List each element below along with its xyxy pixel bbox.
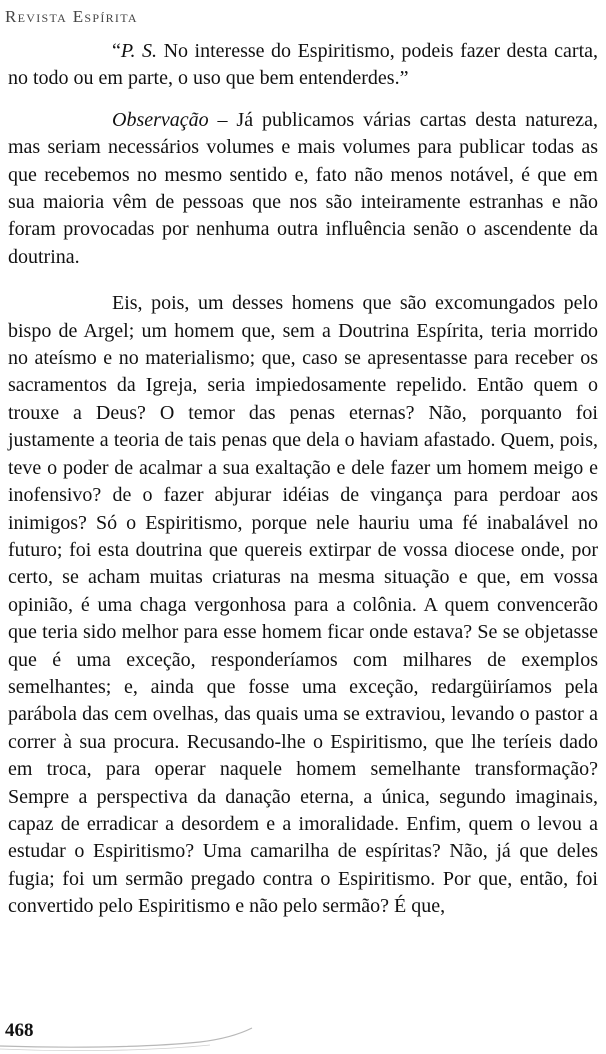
paragraph-observation bbox=[8, 107, 598, 271]
footer-swash-decoration bbox=[0, 1018, 260, 1054]
paragraph-main: Eis, pois, um desses homens que são excomungados pelo bispo de Argel; um homem que, sem a Doutrina Espírita, teria morrido no ateísmo e no materialismo; que, caso se apresentasse para receber os sacramentos da Igreja, seria impiedosamente repelido. Então quem o trouxe a Deus? O temor das penas eternas? Não, porquanto foi justamente a teoria de tais penas que dela o haviam afastado. Quem, pois, teve o poder de acalmar a sua exaltação e dele fazer um homem meigo e inofensivo? de o fazer abjurar idéias de vingança para perdoar aos inimigos? Só o Espiritismo, porque nele hauriu uma fé inabalável no futuro; foi esta doutrina que quereis extirpar de vossa diocese onde, por certo, se acham muitas criaturas na mesma situação e que, em vossa opinião, é uma chaga vergonhosa para a colônia. A quem convencerão que teria sido melhor para esse homem ficar onde estava? Se se objetasse que é uma exceção, responderíamos com milhares de exemplos semelhantes; e, ainda que fosse uma exceção, redargüiríamos pela parábola das cem ovelhas, das quais uma se extraviou, levando o pastor a correr à sua procura. Recusando-lhe o Espiritismo, que lhe teríeis dado em troca, para operar naquele homem semelhante transformação? Sempre a perspectiva da danação eterna, a única, segundo imaginais, capaz de erradicar a desordem e a imoralidade. Enfim, quem o levou a estudar o Espiritismo? Uma camarilha de espíritas? Não, já que deles fugia; foi um sermão pregado contra o Espiritismo. Por que, então, foi convertido pelo Espiritismo e não pelo sermão? É que, bbox=[8, 292, 598, 918]
open-quote: “ bbox=[112, 40, 121, 62]
paragraph-postscript bbox=[8, 38, 598, 93]
observation-lead: Observação bbox=[112, 108, 209, 131]
page-body bbox=[8, 38, 598, 921]
running-header: Revista Espírita bbox=[5, 7, 138, 26]
observation-text: – Já publicamos várias cartas desta natureza, mas seriam necessários volumes e mais volumes para publicar todas as que recebemos no mesmo sentido e, fato não menos notável, é que em sua maioria vêm de pessoas que nos são inteiramente estranhas e não foram provocadas por nenhuma outra influência senão o ascendente da doutrina. bbox=[8, 108, 598, 268]
postscript-text: No interesse do Espiritismo, podeis fazer desta carta, no todo ou em parte, o uso que bem entenderdes.” bbox=[8, 40, 599, 90]
postscript-lead: P. S. bbox=[120, 40, 158, 62]
page-number: 468 bbox=[5, 1020, 34, 1041]
